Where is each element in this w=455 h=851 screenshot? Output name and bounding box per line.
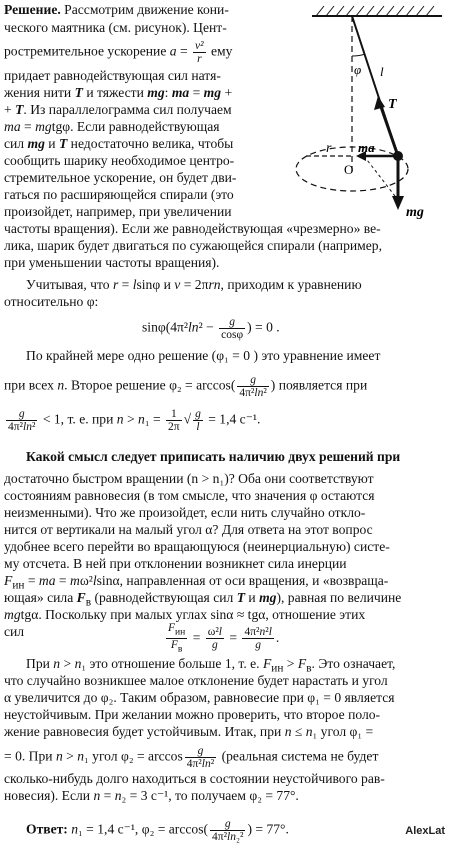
text-line-2: ческого маятника (см. рисунок). Цент- <box>4 20 227 35</box>
text-line-36: = 0. При n > n₁ угол φ₂ = arccos $\frac{g}{\text{4π²ln²}}$ (реальная система не будет <box>4 745 379 770</box>
text-line-6: + T. Из параллелограмма сил получаем <box>4 102 232 117</box>
text-line-32: что случайно возникшее малое отклонение будет нарастать и угол <box>4 673 388 688</box>
text-line-14: лика, шарик будет двигаться по сужающейся спирали (например, <box>4 238 382 253</box>
T-label: T <box>388 97 397 112</box>
text-line-16: Учитывая, что r = lsinφ и v = 2πrn, приходим к уравнению <box>26 277 362 292</box>
text-line-35: жение равновесия будет устойчивым. Итак, при n ≤ n₁ угол φ₁ = <box>4 724 374 739</box>
watermark: AlexLat <box>405 825 445 837</box>
text-line-1: Решение. Рассмотрим движение кони- <box>4 2 229 17</box>
text-line-21: достаточно быстром вращении (n > n₁)? Оба они соответствуют <box>4 471 374 486</box>
ceiling-hatch <box>316 6 434 16</box>
equation-main: sinφ(4π²ln² − $\frac{g}{\cos\varphi}$ ) = 0 . <box>142 316 280 341</box>
text-line-29: mgtgα. Поскольку при малых углах sinα ≈ tgα, отношение этих <box>4 607 366 622</box>
text-line-3: ростремительное ускорение a = $\frac{\text{v²}}{r}$ ему <box>4 40 233 65</box>
ratio-formula: $\frac{F_{ин}}{F_в}$ = $\frac{\text{ω²l}}{g}$ = $\frac{\text{4π²n²l}}{g}$ . <box>168 622 280 655</box>
r-label: r <box>326 141 332 156</box>
text-line-11: гаться по расширяющейся спирали (это <box>4 187 234 202</box>
text-line-37: сколько-нибудь долго находиться в состоянии неустойчивого рав- <box>4 771 385 786</box>
text-line-27: $F_{ин}$ = ma = mω²lsinα, направленная от оси вращения, и «возвраща- <box>4 573 389 592</box>
text-line-20: Какой смысл следует приписать наличию двух решений при <box>26 449 401 464</box>
text-line-22: состояниям равновесия (в том смысле, что значения φ остаются <box>4 488 375 503</box>
answer-line: Ответ: n₁ = 1,4 с⁻¹, φ₂ = arccos( $\frac{g}{\text{4π²ln₂²}}$ ) = 77°. <box>26 818 289 843</box>
conical-pendulum-diagram <box>292 4 452 294</box>
ma-label: ma <box>358 140 375 155</box>
O-label: O <box>344 162 354 177</box>
angle-arc <box>352 54 365 56</box>
text-line-10: стремительное ускорение, он будет дви- <box>4 170 237 185</box>
parallelogram-line <box>364 156 398 200</box>
text-line-13: частоты вращения). Если же равнодействующая «чрезмерно» ве- <box>4 221 381 236</box>
text-line-4: придает равнодействующая сил натя- <box>4 68 221 83</box>
text-line-7: ma = mgtgφ. Если равнодействующая <box>4 119 220 134</box>
text-line-30: сил <box>4 624 25 639</box>
text-line-18: По крайней мере одно решение (φ₁ = 0 ) это уравнение имеет <box>26 348 381 363</box>
text-line-8: сил mg и T недостаточно велика, чтобы <box>4 136 234 151</box>
text-line-34: неустойчивым. При желании можно проверить, что второе поло- <box>4 707 381 722</box>
text-line-9: сообщить шарику необходимое центро- <box>4 153 235 168</box>
text-line-17: относительно φ: <box>4 294 99 309</box>
condition-formula: $\frac{g}{\text{4π²ln²}}$ < 1, т. е. при n > n₁ = $\frac{1}{2\pi}$ √ $\frac{g}{l}$ = 1,4 с⁻¹. <box>8 408 261 433</box>
text-line-23: неизменными). Что же произойдет, если нить случайно откло- <box>4 505 366 520</box>
pendulum-bob <box>393 151 403 161</box>
text-line-5: жения нити T и тяжести mg: ma = mg + <box>4 85 233 100</box>
text-line-28: ющая» сила $F_в$ (равнодействующая сил T и mg), равная по величине <box>4 590 402 609</box>
text-line-15: при уменьшении частоты вращения). <box>4 255 220 270</box>
l-label: l <box>380 64 384 79</box>
text-line-24: нится от вертикали на малый угол α? Для ответа на этот вопрос <box>4 522 373 537</box>
phi-label: φ <box>354 62 362 77</box>
mg-label: mg <box>406 205 424 220</box>
text-line-26: му отсчета. В ней при отклонении возникнет сила инерции <box>4 556 347 571</box>
text-line-33: α увеличится до φ₂. Таким образом, равновесие при φ₁ = 0 является <box>4 690 395 705</box>
text-line-38: новесия). Если n = n₂ = 3 с⁻¹, то получаем φ₂ = 77°. <box>4 788 299 803</box>
text-line-31: При n > n₁ это отношение больше 1, т. е. $F_{ин} > F_в$. Это означает, <box>26 656 396 675</box>
text-line-25: удобнее всего перейти во вращающуюся (неинерциальную) систе- <box>4 539 390 554</box>
gravity-arrowhead <box>392 196 404 210</box>
text-line-19: при всех n. Второе решение φ₂ = arccos( $\frac{g}{\text{4π²ln²}}$ ) появляется при <box>4 374 368 399</box>
text-line-12: произойдет, например, при увеличении <box>4 204 232 219</box>
